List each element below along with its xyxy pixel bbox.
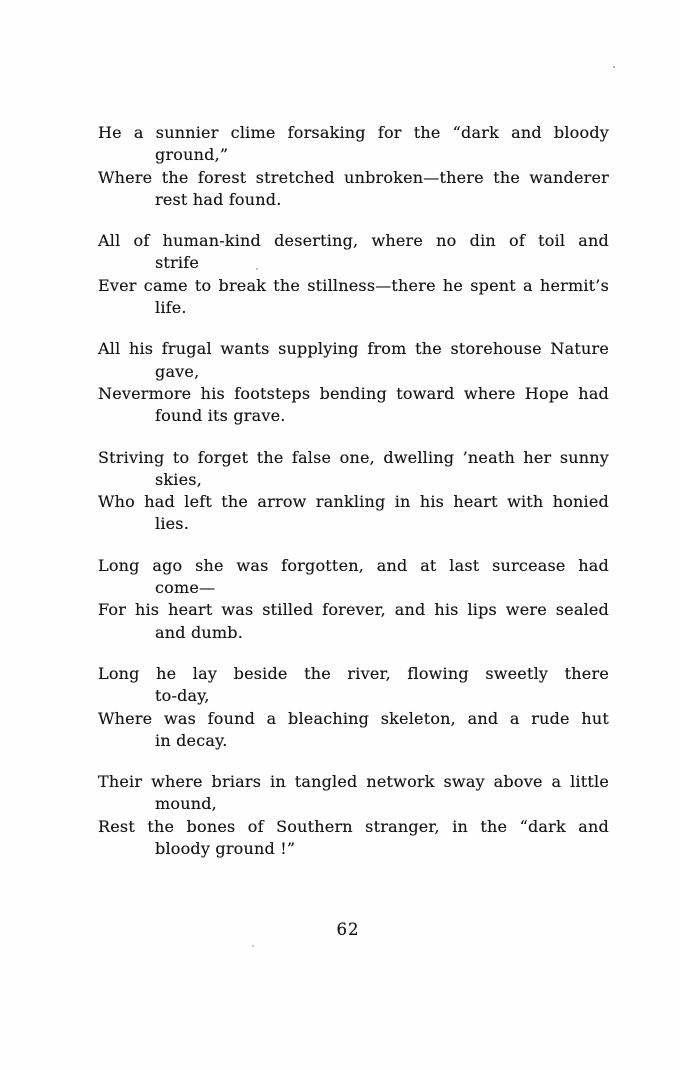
verse-line-continuation: mound, [155,794,217,814]
verse-line: He a sunnier clime forsaking for the “dark and bloody [98,123,609,142]
scan-speck [252,945,254,947]
verse-line: All of human-kind deserting, where no din of toil and [98,231,609,251]
verse-line-continuation: ground,” [155,145,229,165]
verse-line-continuation: bloody ground !” [155,839,296,859]
verse-line-continuation: lies. [155,514,189,534]
verse-line-continuation: skies, [155,469,202,489]
verse-line: Where the forest stretched unbroken—there the wanderer [98,167,609,187]
scan-speck [256,268,258,270]
page-number: 62 [336,920,360,939]
verse-line-continuation: come— [155,578,216,598]
verse-line-continuation: strife [155,253,199,273]
poem-text [98,122,609,879]
verse-line: Long ago she was forgotten, and at last surcease had [98,555,609,575]
verse-line: Long he lay beside the river, flowing sweetly there [98,663,609,683]
verse-line-continuation: and dumb. [155,622,244,642]
verse-line-continuation: to-day, [155,686,210,706]
stanza [98,338,609,427]
verse-line-continuation: gave, [155,361,200,381]
verse-line: For his heart was stilled forever, and his lips were sealed [98,600,609,620]
verse-line: Striving to forget the false one, dwelling ’neath her sunny [98,447,609,467]
verse-line-continuation: found its grave. [155,406,286,426]
stanza [98,122,609,211]
verse-line: Ever came to break the stillness—there he spent a hermit’s [98,275,609,295]
verse-line: Where was found a bleaching skeleton, and a rude hut [98,708,609,728]
stanza [98,447,609,536]
scan-speck [613,66,615,68]
stanza [98,555,609,644]
verse-line: Their where briars in tangled network sway above a little [98,772,609,792]
stanza [98,230,609,319]
stanza [98,771,609,860]
verse-line-continuation: life. [155,298,187,318]
verse-line-continuation: rest had found. [155,189,282,209]
verse-line: Nevermore his footsteps bending toward where Hope had [98,383,609,403]
stanza [98,663,609,752]
verse-line: Who had left the arrow rankling in his heart with honied [98,492,609,512]
verse-line: All his frugal wants supplying from the storehouse Nature [98,339,609,359]
verse-line: Rest the bones of Southern stranger, in the “dark and [98,816,609,836]
verse-line-continuation: in decay. [155,730,228,750]
